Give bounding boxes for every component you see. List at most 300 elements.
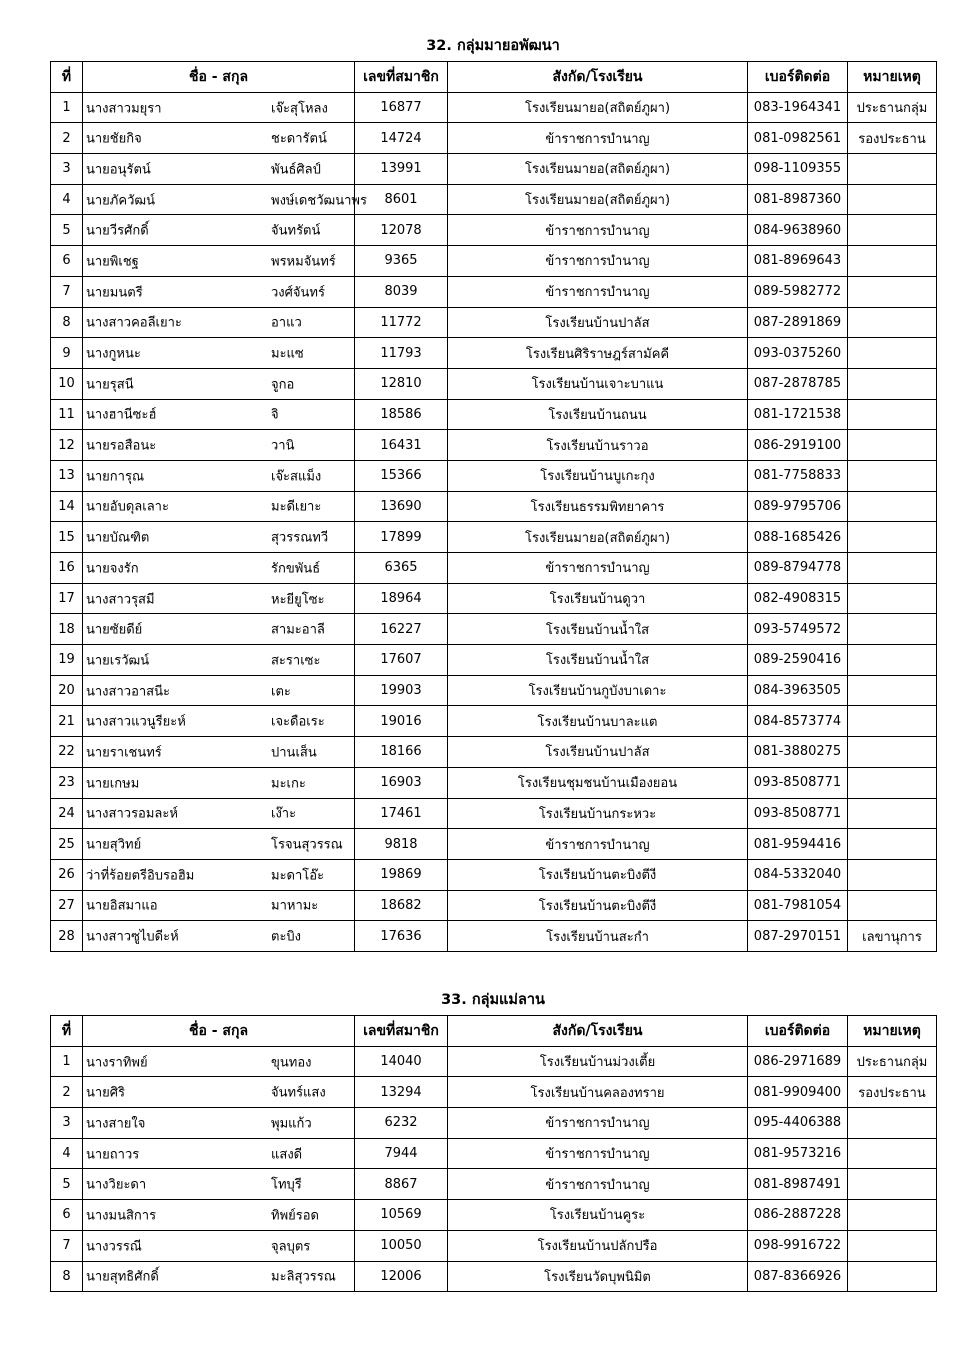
remark: เลขานุการ — [848, 921, 937, 952]
phone-number: 089-9795706 — [748, 491, 848, 522]
member-name — [83, 215, 355, 246]
row-number: 4 — [51, 184, 83, 215]
remark — [848, 890, 937, 921]
last-name: มะลิสุวรรณ — [271, 1269, 336, 1285]
header-no: ที่ — [51, 1016, 83, 1047]
first-name: นางฮานีซะฮ์ — [86, 407, 157, 423]
member-number: 8867 — [355, 1169, 448, 1200]
remark — [848, 553, 937, 584]
member-number: 18964 — [355, 583, 448, 614]
school-name: โรงเรียนบ้านคลองทราย — [448, 1077, 748, 1108]
phone-number: 089-2590416 — [748, 645, 848, 676]
phone-number: 086-2919100 — [748, 430, 848, 461]
last-name: จิ — [271, 407, 279, 423]
school-name: โรงเรียนบ้านสะกำ — [448, 921, 748, 952]
member-name — [83, 583, 355, 614]
first-name: นางวรรณี — [86, 1239, 142, 1255]
phone-number: 081-8987360 — [748, 184, 848, 215]
school-name: โรงเรียนชุมชนบ้านเมืองยอน — [448, 767, 748, 798]
member-name — [83, 399, 355, 430]
table-row — [51, 522, 937, 553]
table-row — [51, 1138, 937, 1169]
row-number: 20 — [51, 675, 83, 706]
last-name: สะราเซะ — [271, 653, 321, 669]
member-number: 14724 — [355, 123, 448, 154]
member-name — [83, 276, 355, 307]
first-name: ว่าที่ร้อยตรีอิบรอฮิม — [86, 868, 195, 884]
phone-number: 086-2887228 — [748, 1200, 848, 1231]
school-name: โรงเรียนศิริราษฎร์สามัคคี — [448, 338, 748, 369]
member-name — [83, 1230, 355, 1261]
member-table — [50, 61, 937, 952]
row-number: 2 — [51, 1077, 83, 1108]
remark — [848, 1138, 937, 1169]
phone-number: 081-3880275 — [748, 737, 848, 768]
remark — [848, 798, 937, 829]
table-row — [51, 307, 937, 338]
first-name: นางสาวรอมละห์ — [86, 806, 178, 822]
school-name: โรงเรียนวัดบุพนิมิต — [448, 1261, 748, 1292]
last-name: มาหามะ — [271, 898, 319, 914]
school-name: โรงเรียนบ้านบูเกะกุง — [448, 460, 748, 491]
row-number: 7 — [51, 1230, 83, 1261]
last-name: พรหมจันทร์ — [271, 254, 336, 270]
remark — [848, 737, 937, 768]
school-name: ข้าราชการบำนาญ — [448, 276, 748, 307]
table-row — [51, 154, 937, 185]
table-row — [51, 675, 937, 706]
member-number: 10050 — [355, 1230, 448, 1261]
row-number: 10 — [51, 368, 83, 399]
member-number: 16431 — [355, 430, 448, 461]
first-name: นายพิเชฐ — [86, 254, 139, 270]
table-row — [51, 921, 937, 952]
last-name: พันธ์ศิลป์ — [271, 162, 321, 178]
member-number: 15366 — [355, 460, 448, 491]
remark — [848, 645, 937, 676]
phone-number: 088-1685426 — [748, 522, 848, 553]
member-name — [83, 1169, 355, 1200]
phone-number: 082-4908315 — [748, 583, 848, 614]
member-number: 6365 — [355, 553, 448, 584]
last-name: มะดาโอ๊ะ — [271, 868, 325, 884]
remark: ประธานกลุ่ม — [848, 92, 937, 123]
member-number: 13294 — [355, 1077, 448, 1108]
member-name — [83, 368, 355, 399]
last-name: ตะบิง — [271, 929, 302, 945]
school-name: โรงเรียนบ้านตะบิงตีงี — [448, 859, 748, 890]
phone-number: 081-8987491 — [748, 1169, 848, 1200]
school-name: โรงเรียนธรรมพิทยาคาร — [448, 491, 748, 522]
phone-number: 098-9916722 — [748, 1230, 848, 1261]
last-name: วงศ์จันทร์ — [271, 285, 325, 301]
first-name: นายรุสนี — [86, 377, 134, 393]
first-name: นางสาวมยุรา — [86, 101, 162, 117]
phone-number: 084-9638960 — [748, 215, 848, 246]
row-number: 5 — [51, 215, 83, 246]
remark — [848, 1230, 937, 1261]
phone-number: 084-5332040 — [748, 859, 848, 890]
table-row — [51, 399, 937, 430]
last-name: พุมแก้ว — [271, 1116, 312, 1132]
phone-number: 098-1109355 — [748, 154, 848, 185]
first-name: นายอิสมาแอ — [86, 898, 158, 914]
row-number: 23 — [51, 767, 83, 798]
last-name: เจะดือเระ — [271, 714, 325, 730]
phone-number: 081-9594416 — [748, 829, 848, 860]
member-name — [83, 553, 355, 584]
last-name: จุลบุตร — [271, 1239, 311, 1255]
table-body — [51, 92, 937, 951]
first-name: นางกูหนะ — [86, 346, 141, 362]
row-number: 1 — [51, 92, 83, 123]
first-name: นางสาวรุสมี — [86, 592, 155, 608]
last-name: ขุนทอง — [271, 1055, 312, 1071]
row-number: 6 — [51, 1200, 83, 1231]
last-name: ทิพย์รอด — [271, 1208, 319, 1224]
table-row — [51, 798, 937, 829]
last-name: มะเกะ — [271, 776, 306, 792]
row-number: 15 — [51, 522, 83, 553]
row-number: 8 — [51, 307, 83, 338]
table-row — [51, 276, 937, 307]
member-name — [83, 798, 355, 829]
member-number: 8039 — [355, 276, 448, 307]
last-name: เตะ — [271, 684, 291, 700]
table-row — [51, 338, 937, 369]
first-name: นายถาวร — [86, 1147, 140, 1163]
member-number: 17461 — [355, 798, 448, 829]
last-name: หะยียูโซะ — [271, 592, 325, 608]
header-member: เลขที่สมาชิก — [355, 62, 448, 93]
first-name: นายจงรัก — [86, 561, 139, 577]
member-name — [83, 675, 355, 706]
member-number: 17899 — [355, 522, 448, 553]
table-row — [51, 553, 937, 584]
remark: รองประธาน — [848, 1077, 937, 1108]
table-row — [51, 890, 937, 921]
last-name: โรจนสุวรรณ — [271, 837, 343, 853]
member-number: 18682 — [355, 890, 448, 921]
row-number: 13 — [51, 460, 83, 491]
row-number: 5 — [51, 1169, 83, 1200]
member-number: 16903 — [355, 767, 448, 798]
last-name: เจ๊ะสุโหลง — [271, 101, 328, 117]
last-name: ชะดารัตน์ — [271, 131, 327, 147]
phone-number: 095-4406388 — [748, 1108, 848, 1139]
member-name — [83, 184, 367, 215]
table-row — [51, 829, 937, 860]
first-name: นายอับดุลเลาะ — [86, 499, 169, 515]
first-name: นางวิยะดา — [86, 1177, 147, 1193]
phone-number: 084-3963505 — [748, 675, 848, 706]
member-name — [83, 859, 355, 890]
remark — [848, 859, 937, 890]
group-section-32 — [50, 34, 936, 952]
member-number: 16877 — [355, 92, 448, 123]
table-row — [51, 737, 937, 768]
member-number: 17636 — [355, 921, 448, 952]
member-number: 19869 — [355, 859, 448, 890]
table-row — [51, 184, 937, 215]
member-name — [83, 154, 355, 185]
member-table — [50, 1015, 937, 1292]
school-name: โรงเรียนบ้านราวอ — [448, 430, 748, 461]
table-row — [51, 767, 937, 798]
school-name: โรงเรียนมายอ(สถิตย์ภูผา) — [448, 184, 748, 215]
phone-number: 086-2971689 — [748, 1046, 848, 1077]
first-name: นายรอสือนะ — [86, 438, 157, 454]
row-number: 16 — [51, 553, 83, 584]
member-number: 16227 — [355, 614, 448, 645]
remark — [848, 614, 937, 645]
member-name — [83, 92, 355, 123]
school-name: โรงเรียนบ้านม่วงเตี้ย — [448, 1046, 748, 1077]
row-number: 26 — [51, 859, 83, 890]
header-member: เลขที่สมาชิก — [355, 1016, 448, 1047]
phone-number: 084-8573774 — [748, 706, 848, 737]
member-number: 12810 — [355, 368, 448, 399]
member-number: 11772 — [355, 307, 448, 338]
school-name: โรงเรียนมายอ(สถิตย์ภูผา) — [448, 92, 748, 123]
table-row — [51, 1261, 937, 1292]
first-name: นายการุณ — [86, 469, 145, 485]
first-name: นายสุวิทย์ — [86, 837, 142, 853]
last-name: พงษ์เดชวัฒนาพร — [271, 193, 367, 209]
member-name — [83, 1108, 355, 1139]
member-name — [83, 1046, 355, 1077]
row-number: 27 — [51, 890, 83, 921]
first-name: นายเรวัฒน์ — [86, 653, 150, 669]
remark — [848, 307, 937, 338]
first-name: นางมนสิการ — [86, 1208, 157, 1224]
header-phone: เบอร์ติดต่อ — [748, 1016, 848, 1047]
first-name: นางสาวแวนูรียะห์ — [86, 714, 186, 730]
school-name: ข้าราชการบำนาญ — [448, 553, 748, 584]
member-name — [83, 737, 355, 768]
phone-number: 087-2970151 — [748, 921, 848, 952]
member-name — [83, 1200, 355, 1231]
member-name — [83, 614, 355, 645]
member-number: 12006 — [355, 1261, 448, 1292]
table-row — [51, 491, 937, 522]
phone-number: 081-1721538 — [748, 399, 848, 430]
header-phone: เบอร์ติดต่อ — [748, 62, 848, 93]
first-name: นายอนุรัตน์ — [86, 162, 151, 178]
school-name: โรงเรียนบ้านดูวา — [448, 583, 748, 614]
remark — [848, 276, 937, 307]
member-number: 19016 — [355, 706, 448, 737]
table-row — [51, 706, 937, 737]
member-name — [83, 1077, 355, 1108]
phone-number: 087-2878785 — [748, 368, 848, 399]
member-number: 13991 — [355, 154, 448, 185]
phone-number: 093-8508771 — [748, 767, 848, 798]
row-number: 28 — [51, 921, 83, 952]
table-header-row — [51, 1016, 937, 1047]
member-name — [83, 767, 355, 798]
remark: ประธานกลุ่ม — [848, 1046, 937, 1077]
remark — [848, 491, 937, 522]
remark — [848, 460, 937, 491]
first-name: นายซัยดีย์ — [86, 622, 143, 638]
table-row — [51, 1077, 937, 1108]
school-name: โรงเรียนบ้านปาลัส — [448, 737, 748, 768]
row-number: 24 — [51, 798, 83, 829]
header-name: ชื่อ - สกุล — [83, 1016, 355, 1047]
school-name: โรงเรียนบ้านปลักปรือ — [448, 1230, 748, 1261]
last-name: แสงดี — [271, 1147, 303, 1163]
remark — [848, 1200, 937, 1231]
remark — [848, 583, 937, 614]
first-name: นายมนตรี — [86, 285, 143, 301]
member-name — [83, 921, 355, 952]
phone-number: 087-2891869 — [748, 307, 848, 338]
remark — [848, 184, 937, 215]
group-title: 33. กลุ่มแม่ลาน — [441, 992, 545, 1008]
member-name — [83, 338, 355, 369]
last-name: อาแว — [271, 315, 302, 331]
row-number: 19 — [51, 645, 83, 676]
member-name — [83, 829, 355, 860]
first-name: นางสายใจ — [86, 1116, 146, 1132]
first-name: นายบัณฑิต — [86, 530, 150, 546]
remark — [848, 215, 937, 246]
row-number: 21 — [51, 706, 83, 737]
member-name — [83, 307, 355, 338]
school-name: โรงเรียนบ้านกระหวะ — [448, 798, 748, 829]
header-name: ชื่อ - สกุล — [83, 62, 355, 93]
remark — [848, 1169, 937, 1200]
member-name — [83, 123, 355, 154]
header-remark: หมายเหตุ — [848, 62, 937, 93]
school-name: โรงเรียนบ้านน้ำใส — [448, 645, 748, 676]
phone-number: 081-0982561 — [748, 123, 848, 154]
remark — [848, 675, 937, 706]
member-number: 10569 — [355, 1200, 448, 1231]
phone-number: 093-0375260 — [748, 338, 848, 369]
remark — [848, 767, 937, 798]
table-row — [51, 1108, 937, 1139]
member-name — [83, 890, 355, 921]
remark — [848, 399, 937, 430]
row-number: 1 — [51, 1046, 83, 1077]
remark — [848, 430, 937, 461]
school-name: ข้าราชการบำนาญ — [448, 246, 748, 277]
member-number: 17607 — [355, 645, 448, 676]
row-number: 3 — [51, 154, 83, 185]
member-name — [83, 430, 355, 461]
table-row — [51, 368, 937, 399]
member-number: 6232 — [355, 1108, 448, 1139]
remark: รองประธาน — [848, 123, 937, 154]
row-number: 7 — [51, 276, 83, 307]
row-number: 8 — [51, 1261, 83, 1292]
remark — [848, 829, 937, 860]
school-name: ข้าราชการบำนาญ — [448, 1108, 748, 1139]
table-body — [51, 1046, 937, 1292]
table-header-row — [51, 62, 937, 93]
row-number: 12 — [51, 430, 83, 461]
table-row — [51, 583, 937, 614]
first-name: นางสาวคอลีเยาะ — [86, 315, 182, 331]
first-name: นายภัควัฒน์ — [86, 193, 155, 209]
first-name: นายวีรศักดิ์ — [86, 223, 149, 239]
last-name: สามะอาลี — [271, 622, 325, 638]
school-name: โรงเรียนบ้านตะบิงตีงี — [448, 890, 748, 921]
row-number: 2 — [51, 123, 83, 154]
phone-number: 089-5982772 — [748, 276, 848, 307]
table-row — [51, 614, 937, 645]
member-name — [83, 645, 355, 676]
last-name: โทบุรี — [271, 1177, 302, 1193]
remark — [848, 1108, 937, 1139]
last-name: จูกอ — [271, 377, 295, 393]
school-name: โรงเรียนบ้านน้ำใส — [448, 614, 748, 645]
member-name — [83, 1138, 355, 1169]
last-name: สุวรรณทวี — [271, 530, 329, 546]
school-name: ข้าราชการบำนาญ — [448, 123, 748, 154]
table-row — [51, 1200, 937, 1231]
table-row — [51, 1230, 937, 1261]
member-name — [83, 1261, 355, 1292]
remark — [848, 154, 937, 185]
first-name: นางสาวซูไบดีะห์ — [86, 929, 179, 945]
remark — [848, 706, 937, 737]
group-title: 32. กลุ่มมายอพัฒนา — [426, 38, 560, 54]
school-name: โรงเรียนบ้านปาลัส — [448, 307, 748, 338]
last-name: จันทรัตน์ — [271, 223, 321, 239]
school-name: โรงเรียนมายอ(สถิตย์ภูผา) — [448, 154, 748, 185]
table-row — [51, 246, 937, 277]
school-name: โรงเรียนบ้านถนน — [448, 399, 748, 430]
member-number: 11793 — [355, 338, 448, 369]
member-number: 7944 — [355, 1138, 448, 1169]
phone-number: 093-5749572 — [748, 614, 848, 645]
phone-number: 087-8366926 — [748, 1261, 848, 1292]
school-name: ข้าราชการบำนาญ — [448, 215, 748, 246]
remark — [848, 246, 937, 277]
school-name: โรงเรียนบ้านคูระ — [448, 1200, 748, 1231]
member-number: 9365 — [355, 246, 448, 277]
table-row — [51, 430, 937, 461]
table-row — [51, 123, 937, 154]
header-school: สังกัด/โรงเรียน — [448, 62, 748, 93]
phone-number: 081-8969643 — [748, 246, 848, 277]
row-number: 6 — [51, 246, 83, 277]
school-name: โรงเรียนบ้านเจาะบาแน — [448, 368, 748, 399]
table-row — [51, 215, 937, 246]
member-name — [83, 460, 355, 491]
table-row — [51, 859, 937, 890]
remark — [848, 368, 937, 399]
remark — [848, 1261, 937, 1292]
school-name: โรงเรียนบ้านกูบังบาเดาะ — [448, 675, 748, 706]
member-number: 9818 — [355, 829, 448, 860]
last-name: วานิ — [271, 438, 295, 454]
member-number: 19903 — [355, 675, 448, 706]
member-name — [83, 246, 355, 277]
last-name: มะดีเยาะ — [271, 499, 322, 515]
phone-number: 093-8508771 — [748, 798, 848, 829]
member-number: 18586 — [355, 399, 448, 430]
table-row — [51, 460, 937, 491]
phone-number: 081-9573216 — [748, 1138, 848, 1169]
phone-number: 081-9909400 — [748, 1077, 848, 1108]
row-number: 18 — [51, 614, 83, 645]
member-number: 12078 — [355, 215, 448, 246]
first-name: นายชัยกิจ — [86, 131, 142, 147]
